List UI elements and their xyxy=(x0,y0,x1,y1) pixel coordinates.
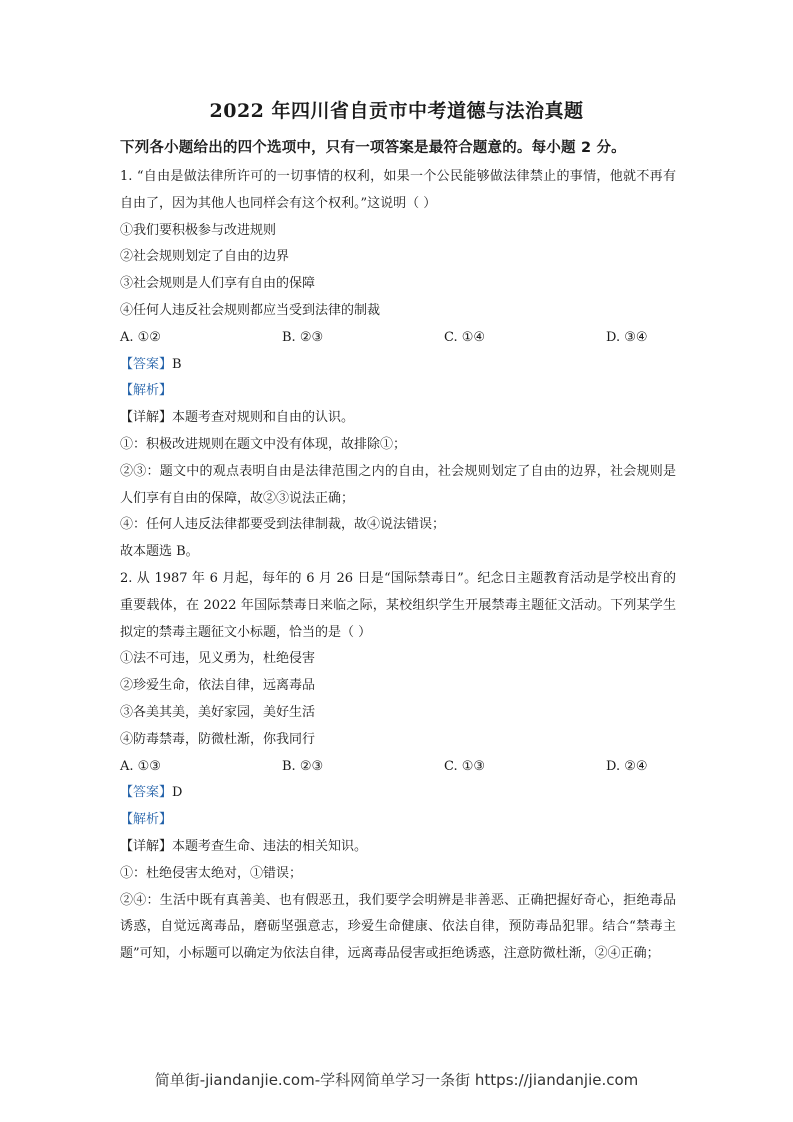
q2-detail: ①：杜绝侵害太绝对，①错误； xyxy=(120,865,303,881)
answer-value: B xyxy=(172,356,182,372)
document-title: 2022 年四川省自贡市中考道德与法治真题 xyxy=(209,100,584,122)
q2-option-c: C. ①③ xyxy=(444,758,486,774)
answer-tag: 【答案】 xyxy=(120,785,173,801)
q2-answer xyxy=(120,780,676,807)
q2-analysis-tag: 【解析】 xyxy=(120,812,173,828)
q1-stem: 1. “自由是做法律所许可的一切事情的权利，如果一个公民能够做法律禁止的事情，他就不再有自由了，因为其他人也同样会有这个权利。”这说明（ ） xyxy=(120,169,676,211)
footer-watermark: 简单街-jiandanjie.com-学科网简单学习一条街 https://jiandanjie.com xyxy=(154,1071,639,1089)
q2-stem: 2. 从 1987 年 6 月起，每年的 6 月 26 日是“国际禁毒日”。纪念日主题教育活动是学校出育的重要载体，在 2022 年国际禁毒日来临之际，某校组织学生开展禁毒主题征文活动。下列某学生拟定的禁毒主题征文小标题，恰当的是（ ） xyxy=(120,570,676,640)
answer-value: D xyxy=(172,785,183,801)
q1-item: ①我们要积极参与改进规则 xyxy=(120,222,277,238)
answer-tag: 【答案】 xyxy=(120,356,173,372)
q2-option-d: D. ②④ xyxy=(606,758,648,774)
q1-item: ③社会规则是人们享有自由的保障 xyxy=(120,276,316,292)
q2-options xyxy=(120,754,676,781)
q2-item: ③各美其美，美好家园，美好生活 xyxy=(120,704,316,720)
q1-option-a: A. ①② xyxy=(120,329,161,345)
q2-detail: 【详解】本题考查生命、违法的相关知识。 xyxy=(120,838,368,854)
q2-detail: ②④：生活中既有真善美、也有假恶丑，我们要学会明辨是非善恶、正确把握好奇心，拒绝毒品诱惑，自觉远离毒品，磨砺坚强意志，珍爱生命健康、依法自律，预防毒品犯罪。结合“禁毒主题”可知，小标题可以确定为依法自律，远离毒品侵害或拒绝诱惑，注意防微杜渐，②④正确； xyxy=(120,892,676,962)
q1-item: ④任何人违反社会规则都应当受到法律的制裁 xyxy=(120,302,381,318)
q1-options xyxy=(120,325,676,352)
q1-answer xyxy=(120,352,676,379)
q2-option-b: B. ②③ xyxy=(282,758,324,774)
q2-item: ④防毒禁毒，防微杜渐，你我同行 xyxy=(120,731,316,747)
q1-detail: 故本题选 B。 xyxy=(120,544,199,560)
q2-item: ①法不可违，见义勇为，杜绝侵害 xyxy=(120,651,316,667)
section-instruction: 下列各小题给出的四个选项中，只有一项答案是最符合题意的。每小题 2 分。 xyxy=(120,140,626,156)
q1-option-b: B. ②③ xyxy=(282,329,324,345)
q2-option-a: A. ①③ xyxy=(120,758,161,774)
question-content xyxy=(120,164,676,968)
q1-option-c: C. ①④ xyxy=(444,329,486,345)
q1-item: ②社会规则划定了自由的边界 xyxy=(120,249,290,265)
q1-detail: ②③：题文中的观点表明自由是法律范围之内的自由，社会规则划定了自由的边界，社会规则是人们享有自由的保障，故②③说法正确； xyxy=(120,463,676,506)
q1-detail: ④：任何人违反法律都要受到法律制裁，故④说法错误； xyxy=(120,517,446,533)
q1-detail: ①：积极改进规则在题文中没有体现，故排除①； xyxy=(120,436,407,452)
q1-analysis-tag: 【解析】 xyxy=(120,383,173,399)
q1-detail: 【详解】本题考查对规则和自由的认识。 xyxy=(120,410,355,426)
q2-item: ②珍爱生命，依法自律，远离毒品 xyxy=(120,678,316,694)
q1-option-d: D. ③④ xyxy=(606,329,648,345)
